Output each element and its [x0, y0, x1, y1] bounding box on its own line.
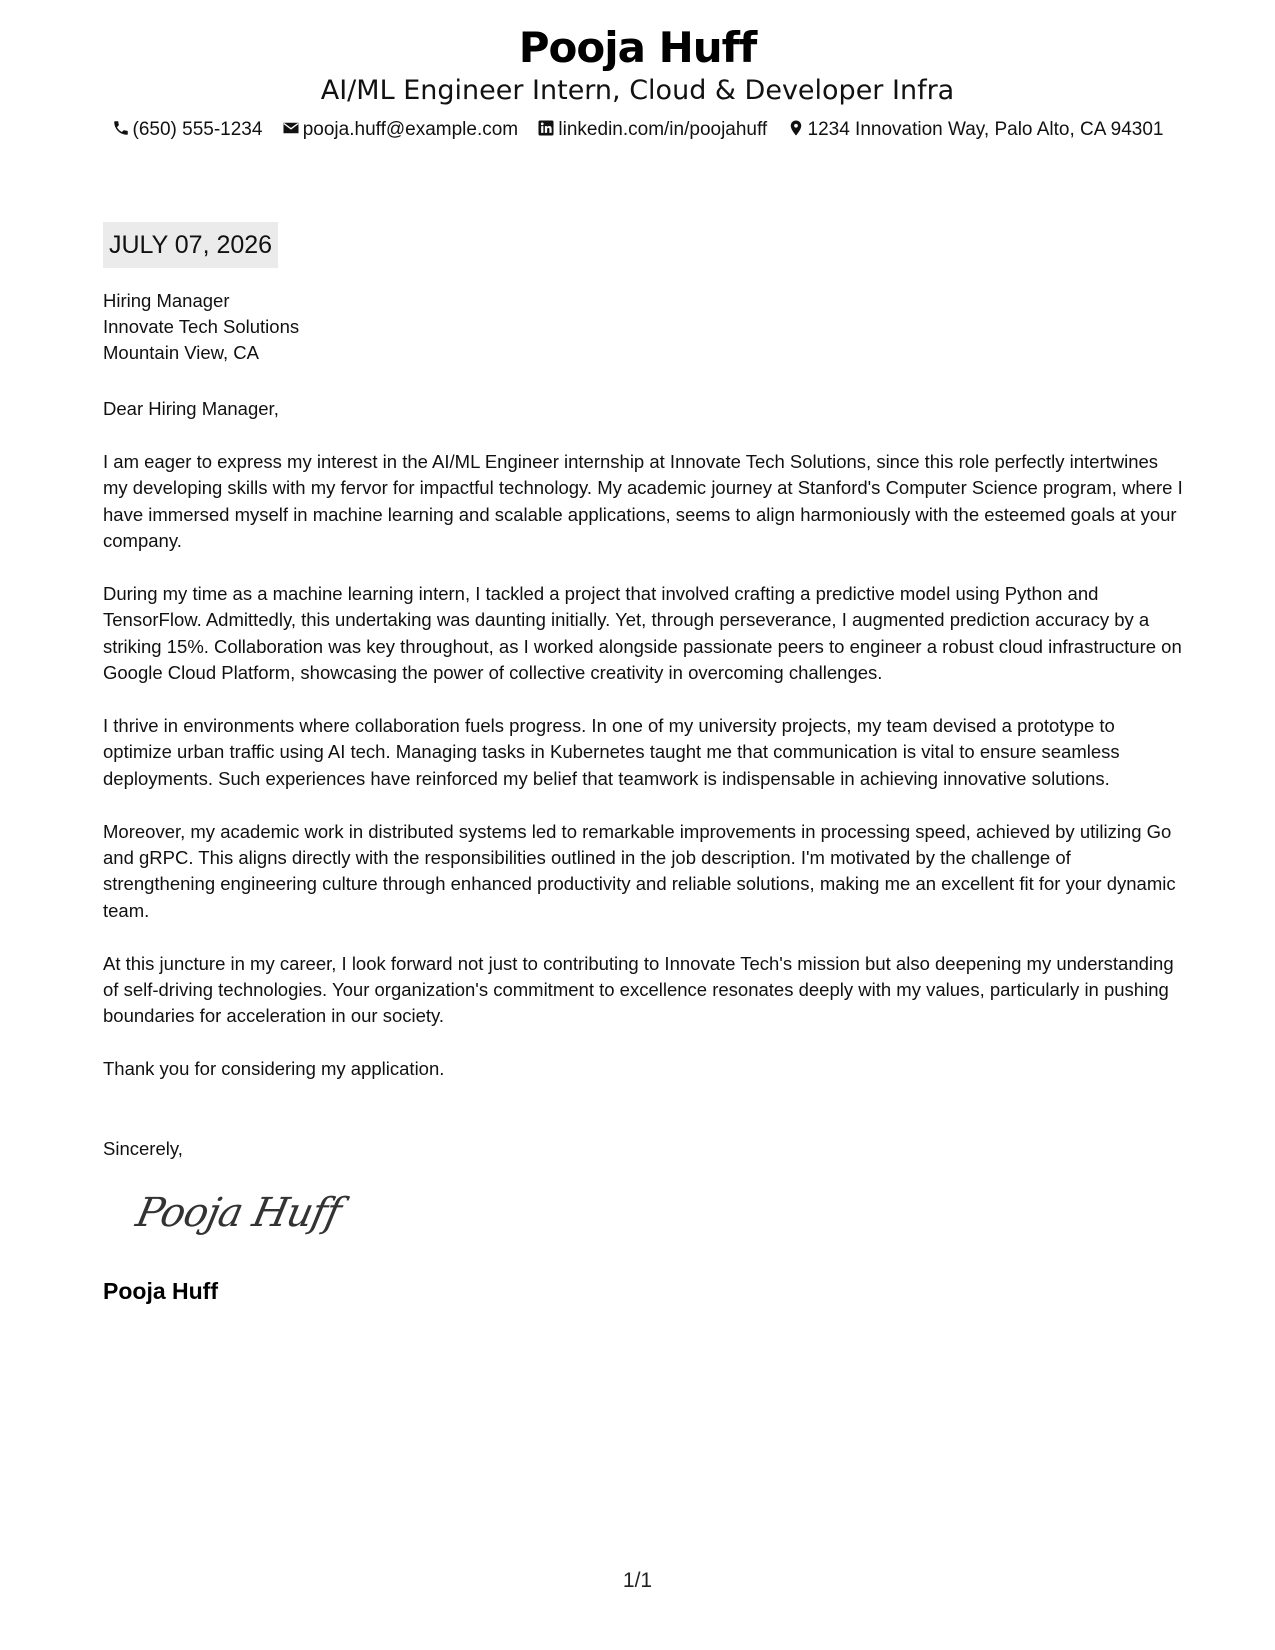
contact-phone	[112, 118, 263, 142]
contact-bar	[0, 118, 1275, 142]
envelope-icon	[282, 119, 300, 137]
linkedin-icon	[537, 119, 555, 137]
body-paragraph: Thank you for considering my application.	[103, 1058, 445, 1080]
contact-linkedin[interactable]	[537, 118, 767, 142]
address-text: 1234 Innovation Way, Palo Alto, CA 94301	[807, 119, 1164, 140]
contact-email[interactable]	[282, 118, 518, 142]
recipient-line: Mountain View, CA	[103, 342, 259, 363]
body-paragraph: At this juncture in my career, I look forward not just to contributing to Innovate Tech's mission but also deepening my understanding of self-driving technologies. Your organization's commitment to excellence resonates deeply with my values, particularly in pushing boundaries for acceleration in our society.	[103, 952, 1174, 1027]
applicant-name: Pooja Huff	[518, 23, 757, 72]
contact-address	[787, 118, 1164, 142]
linkedin-text: linkedin.com/in/poojahuff	[558, 119, 768, 140]
applicant-title: AI/ML Engineer Intern, Cloud & Developer Infra	[320, 75, 955, 106]
email-text: pooja.huff@example.com	[302, 119, 519, 140]
body-paragraph: I am eager to express my interest in the AI/ML Engineer internship at Innovate Tech Solutions, since this role perfectly intertwines my developing skills with my fervor for impactful technology. My academic journey at Stanford's Computer Science program, where I have immersed myself in machine learning and scalable applications, seems to align harmoniously with the esteemed goals at your company.	[103, 451, 1183, 552]
salutation: Dear Hiring Manager,	[103, 398, 279, 419]
recipient-line: Innovate Tech Solutions	[103, 316, 300, 337]
body-paragraph: During my time as a machine learning intern, I tackled a project that involved crafting a predictive model using Python and TensorFlow. Admittedly, this undertaking was daunting initially. Yet, through perseverance, I augmented prediction accuracy by a striking 15%. Collaboration was key throughout, as I worked alongside passionate peers to engineer a robust cloud infrastructure on Google Cloud Platform, showcasing the power of collective creativity in overcoming challenges.	[103, 583, 1182, 684]
map-pin-icon	[787, 119, 805, 137]
letter-date: JULY 07, 2026	[103, 222, 278, 268]
recipient-line: Hiring Manager	[103, 290, 230, 311]
closing: Sincerely,	[103, 1138, 183, 1159]
body-paragraph: Moreover, my academic work in distributed systems led to remarkable improvements in processing speed, achieved by utilizing Go and gRPC. This aligns directly with the responsibilities outlined in the job description. I'm motivated by the challenge of strengthening engineering culture through enhanced productivity and reliable solutions, making me an excellent fit for your dynamic team.	[103, 820, 1176, 921]
signer-name: Pooja Huff	[103, 1278, 218, 1304]
phone-text: (650) 555-1234	[132, 119, 263, 140]
handwritten-signature: Pooja Huff	[132, 1190, 345, 1236]
page-number: 1/1	[622, 1569, 653, 1592]
letter-header	[0, 22, 1275, 142]
recipient-block	[103, 288, 299, 366]
phone-icon	[112, 119, 130, 137]
body-paragraph: I thrive in environments where collaboration fuels progress. In one of my university projects, my team devised a prototype to optimize urban traffic using AI tech. Managing tasks in Kubernetes taught me that communication is vital to ensure seamless deployments. Such experiences have reinforced my belief that teamwork is indispensable in achieving innovative solutions.	[103, 715, 1120, 789]
letter-body	[103, 449, 1183, 1109]
